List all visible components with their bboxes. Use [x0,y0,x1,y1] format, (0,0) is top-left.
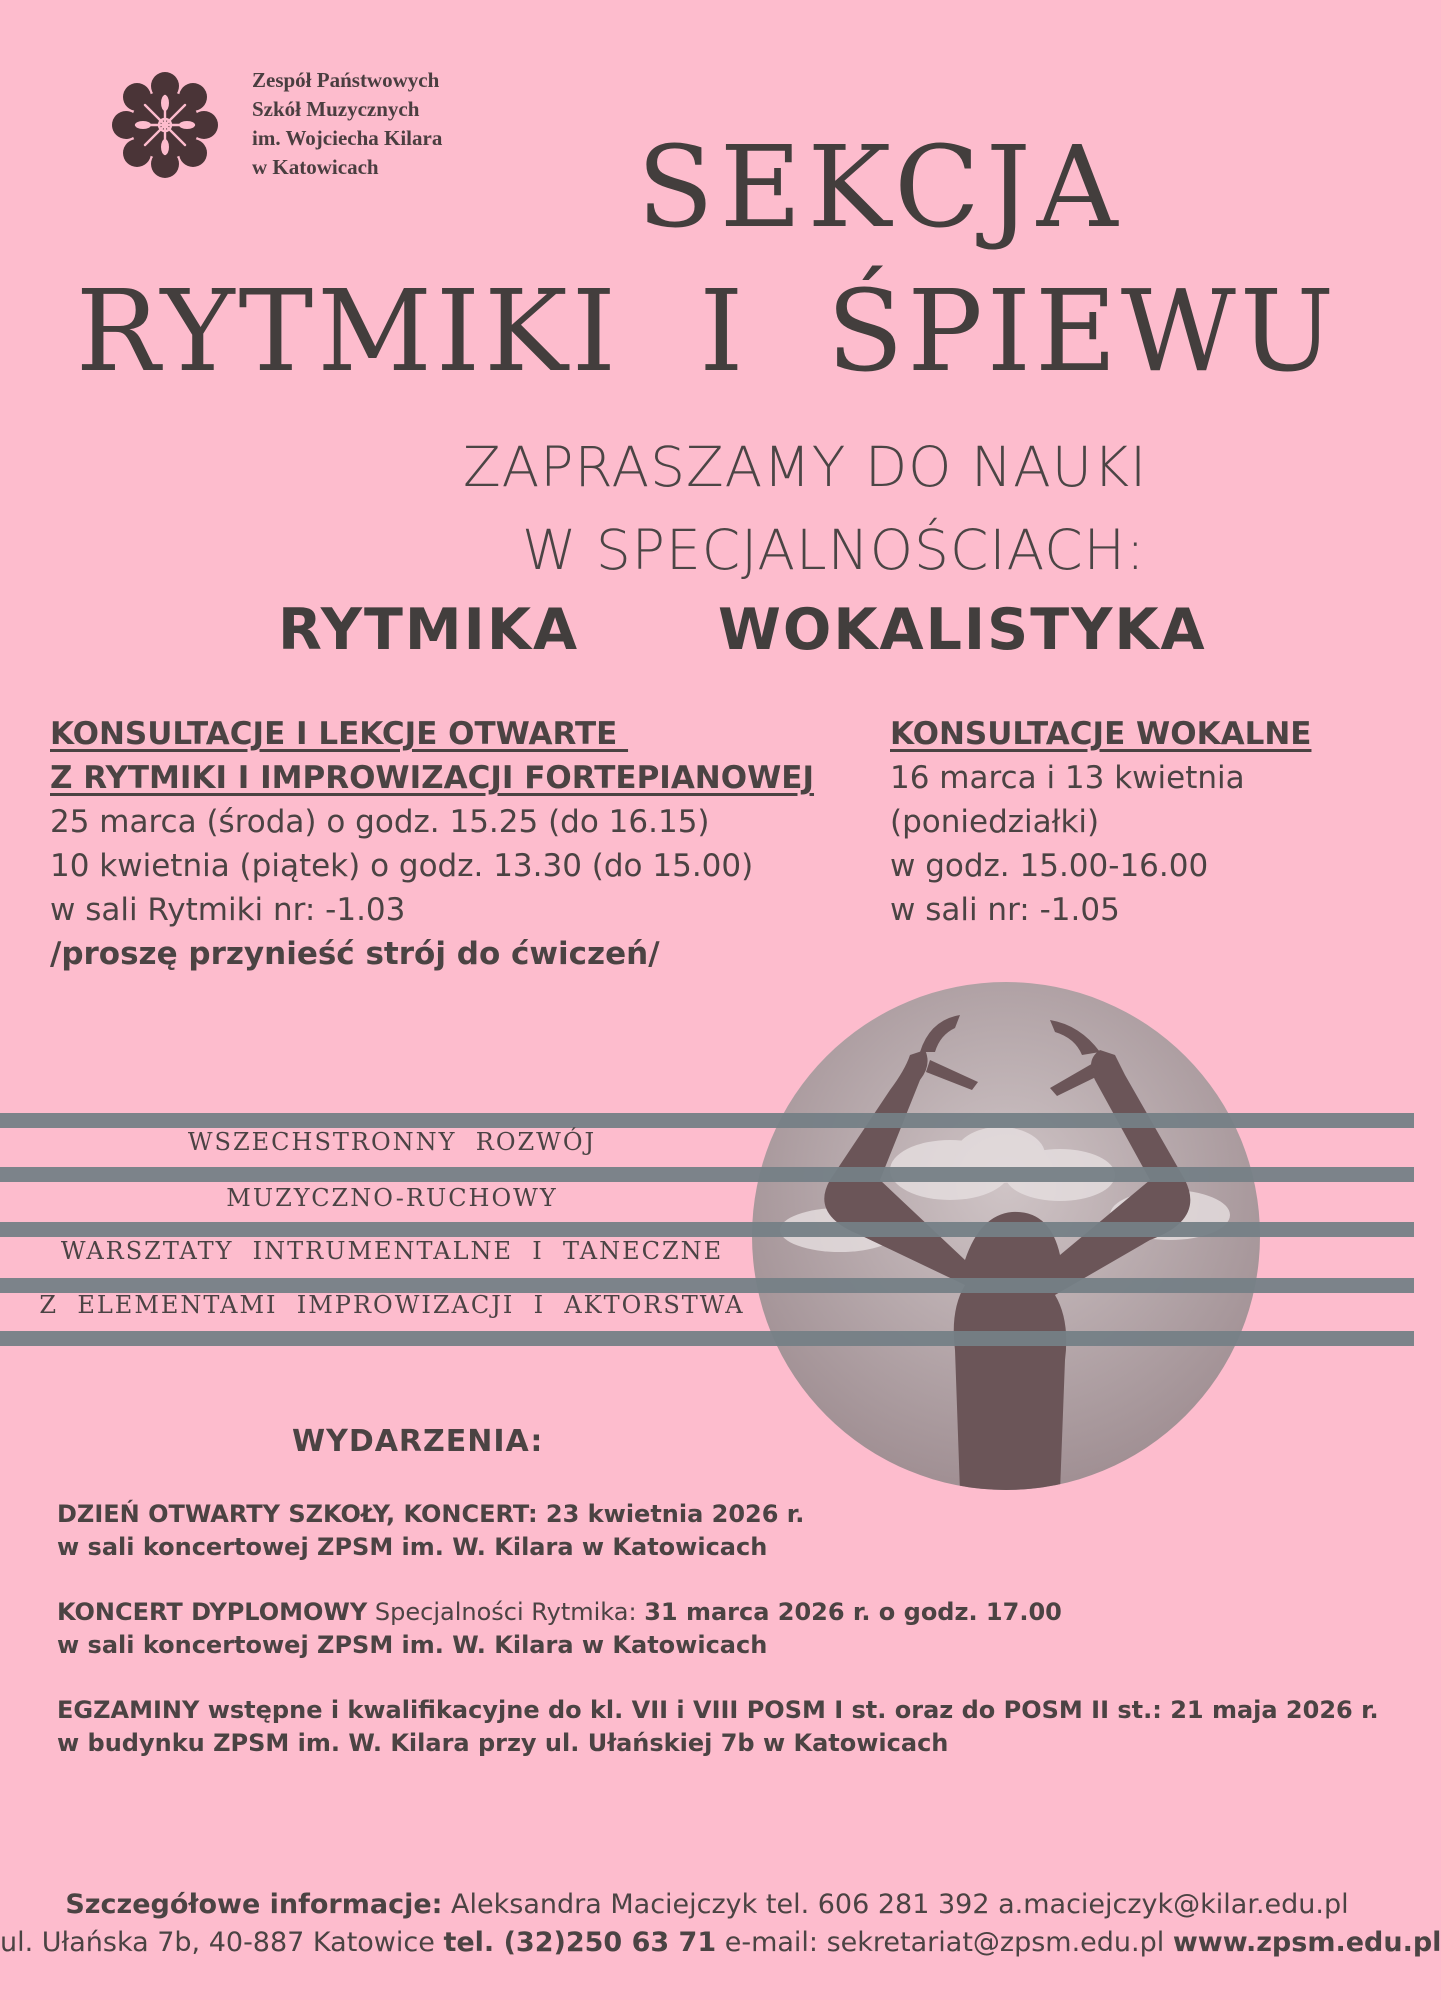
consultation-vocal [890,712,1311,932]
staff-line [0,1113,1414,1128]
feature-text: WARSZTATY INTRUMENTALNE I TANECZNE [60,1237,724,1265]
event-name: EGZAMINY [57,1696,200,1724]
invitation-line-2: W SPECJALNOŚCIACH: [522,518,1146,582]
staff-line [0,1167,1414,1182]
specialty-rytmika: RYTMIKA [278,597,580,663]
event-line [57,1596,1062,1629]
consultation-date: 16 marca i 13 kwietnia [890,760,1245,796]
footer-contact-person: Aleksandra Maciejczyk tel. 606 281 392 a.maciejczyk@kilar.edu.pl [442,1889,1349,1920]
consultation-heading: KONSULTACJE I LEKCJE OTWARTE [50,716,629,752]
consultation-date: 10 kwietnia (piątek) o godz. 13.30 (do 15.00) [50,848,754,884]
footer-street: ul. Ułańska 7b, 40-887 Katowice [0,1927,444,1958]
specialty-wokalistyka: WOKALISTYKA [718,597,1207,663]
consultation-heading: Z RYTMIKI I IMPROWIZACJI FORTEPIANOWEJ [50,760,815,796]
title-line-1: SEKCJA [637,123,1124,253]
title-line-2: RYTMIKI I ŚPIEWU [75,267,1339,397]
footer-contact [0,1886,1414,1924]
event-date: 31 marca 2026 r. o godz. 17.00 [644,1598,1062,1626]
invitation-line-1: ZAPRASZAMY DO NAUKI [463,435,1148,499]
event-line [57,1694,1379,1727]
consultation-room: w sali Rytmiki nr: -1.03 [50,892,406,928]
event-line: w sali koncertowej ZPSM im. W. Kilara w Katowicach [57,1533,768,1561]
consultation-hours: w godz. 15.00-16.00 [890,848,1209,884]
staff-line [0,1331,1414,1346]
event-name: KONCERT DYPLOMOWY [57,1598,368,1626]
event-exams [57,1694,1379,1760]
event-line: DZIEŃ OTWARTY SZKOŁY, KONCERT: 23 kwietnia 2026 r. [57,1500,805,1528]
school-name-line: im. Wojciecha Kilara [252,126,443,150]
school-name-line: Szkół Muzycznych [252,97,420,121]
footer-phone[interactable]: tel. (32)250 63 71 [443,1927,717,1958]
school-name-line: Zespół Państwowych [252,68,440,92]
footer-email[interactable]: e-mail: sekretariat@zpsm.edu.pl [716,1927,1173,1958]
footer-website[interactable]: www.zpsm.edu.pl [1172,1927,1441,1958]
feature-text: MUZYCZNO-RUCHOWY [226,1184,558,1212]
footer-address [0,1924,1441,1962]
school-name-line: w Katowicach [252,155,379,179]
consultation-days: (poniedziałki) [890,804,1100,840]
consultation-room: w sali nr: -1.05 [890,892,1120,928]
events-title: WYDARZENIA: [292,1424,544,1459]
event-detail: Specjalności Rytmika: [367,1598,645,1626]
consultation-date: 25 marca (środa) o godz. 15.25 (do 16.15) [50,804,710,840]
feature-text: Z ELEMENTAMI IMPROWIZACJI I AKTORSTWA [39,1291,745,1319]
staff-line [0,1222,1414,1237]
consultation-rhythmics [50,712,814,976]
event-date: 21 maja 2026 r. [1170,1696,1379,1724]
consultation-heading: KONSULTACJE WOKALNE [890,716,1312,752]
consultation-note: /proszę przynieść strój do ćwiczeń/ [50,936,660,972]
event-detail: wstępne i kwalifikacyjne do kl. VII i VIII POSM I st. oraz do POSM II st.: [199,1696,1171,1724]
footer-label: Szczegółowe informacje: [65,1889,443,1920]
feature-text: WSZECHSTRONNY ROZWÓJ [187,1128,597,1156]
event-diploma-concert [57,1596,1062,1662]
event-open-day [57,1498,804,1564]
event-line: w budynku ZPSM im. W. Kilara przy ul. Ułańskiej 7b w Katowicach [57,1729,949,1757]
event-line: w sali koncertowej ZPSM im. W. Kilara w Katowicach [57,1631,768,1659]
